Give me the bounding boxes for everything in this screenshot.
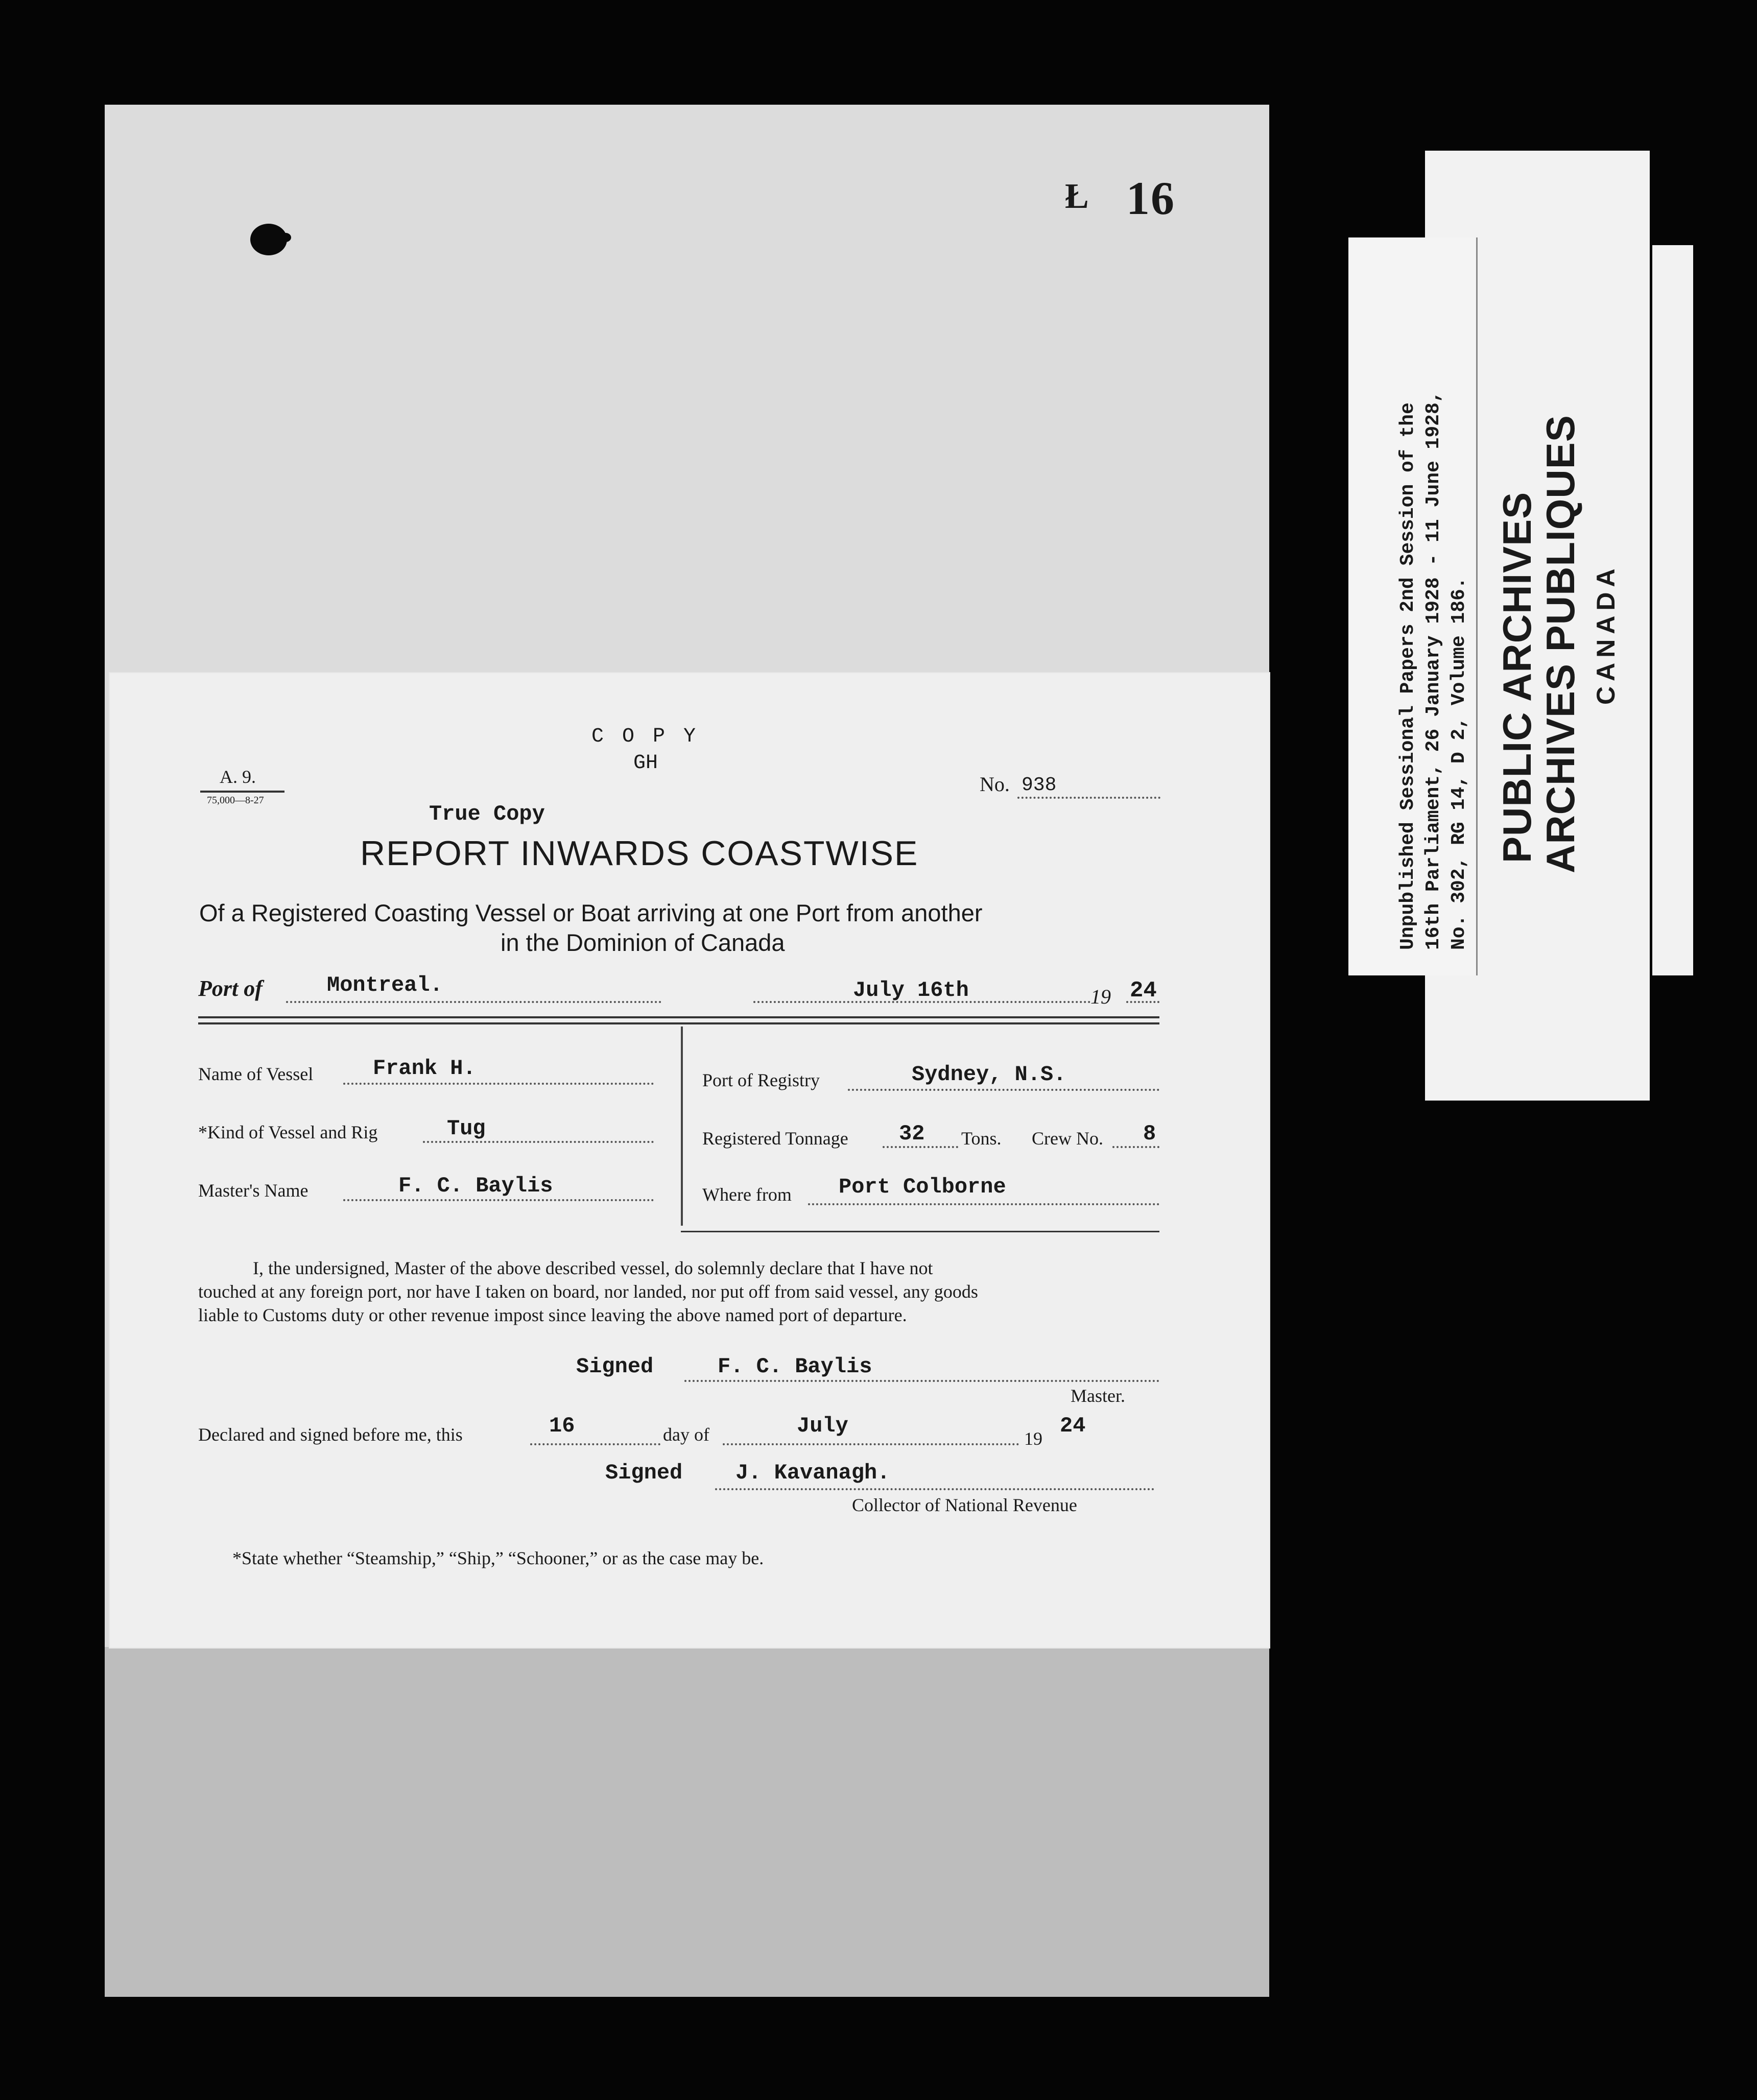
- port-of-line: [286, 1001, 661, 1003]
- kind-value: Tug: [447, 1116, 486, 1141]
- declaration-line-1: I, the undersigned, Master of the above described vessel, do solemnly declare that I have not: [253, 1258, 933, 1278]
- copy-stamp: C O P Y: [591, 725, 699, 748]
- punch-hole-smudge: [280, 233, 291, 242]
- tonnage-value: 32: [899, 1121, 925, 1146]
- form-subtitle-1: Of a Registered Coasting Vessel or Boat arriving at one Port from another: [199, 899, 983, 926]
- port-of-label: Port of: [198, 976, 263, 1001]
- archive-country: CANADA: [1592, 563, 1620, 705]
- header-rule-1: [198, 1016, 1159, 1018]
- master-label: Master's Name: [198, 1180, 308, 1201]
- column-divider: [681, 1027, 683, 1226]
- year-value: 24: [1130, 978, 1157, 1004]
- master-signed-label: Signed: [576, 1354, 654, 1379]
- declaration-line-2: touched at any foreign port, nor have I taken on board, nor landed, nor put off from said vessel, any goods: [198, 1281, 978, 1302]
- true-copy: True Copy: [429, 802, 545, 826]
- master-signature: F. C. Baylis: [718, 1354, 872, 1379]
- collector-signature: J. Kavanagh.: [735, 1461, 890, 1485]
- declared-year-prefix: 19: [1024, 1428, 1042, 1449]
- vessel-name-label: Name of Vessel: [198, 1064, 314, 1084]
- number-label: No.: [980, 773, 1010, 796]
- form-title: REPORT INWARDS COASTWISE: [360, 834, 919, 873]
- tons-label: Tons.: [961, 1128, 1002, 1149]
- declaration-line-3: liable to Customs duty or other revenue impost since leaving the above named port of departure.: [198, 1305, 907, 1325]
- kind-line: [423, 1141, 654, 1143]
- declared-day: 16: [549, 1414, 575, 1438]
- page-number: 16: [1126, 172, 1175, 224]
- vessel-name-value: Frank H.: [373, 1056, 476, 1081]
- initials: GH: [633, 752, 658, 775]
- form-code: A. 9.: [220, 767, 256, 787]
- where-from-line: [808, 1203, 1159, 1205]
- form-code-rule: [200, 791, 284, 793]
- port-of-value: Montreal.: [327, 973, 443, 997]
- year-line: [1126, 1001, 1159, 1003]
- archive-name-french: ARCHIVES PUBLIQUES: [1538, 415, 1583, 873]
- collector-caption: Collector of National Revenue: [852, 1495, 1077, 1515]
- print-code: 75,000—8-27: [207, 795, 264, 806]
- registry-line: [848, 1089, 1159, 1091]
- declared-label: Declared and signed before me, this: [198, 1424, 463, 1445]
- master-value: F. C. Baylis: [398, 1174, 553, 1198]
- crew-value: 8: [1143, 1121, 1156, 1146]
- year-prefix: 19: [1090, 985, 1111, 1008]
- header-rule-2: [198, 1022, 1159, 1024]
- report-form: [110, 673, 1269, 1648]
- where-from-value: Port Colborne: [839, 1175, 1006, 1199]
- kind-label: *Kind of Vessel and Rig: [198, 1122, 378, 1142]
- master-line: [343, 1199, 654, 1201]
- day-of-label: day of: [663, 1424, 709, 1445]
- archive-label-edge: [1652, 245, 1693, 975]
- document-sheet-bottom: [105, 1647, 1269, 1997]
- where-from-label: Where from: [702, 1184, 792, 1205]
- tonnage-label: Registered Tonnage: [702, 1128, 848, 1149]
- number-value: 938: [1022, 774, 1057, 796]
- registry-label: Port of Registry: [702, 1070, 820, 1090]
- fields-bottom-rule: [681, 1231, 1159, 1232]
- archive-description-line-3: No. 302, RG 14, D 2, Volume 186.: [1448, 577, 1470, 950]
- declared-day-line: [530, 1443, 660, 1445]
- number-line: [1017, 797, 1160, 799]
- registry-value: Sydney, N.S.: [912, 1062, 1066, 1087]
- page-mark: Ł: [1065, 177, 1089, 216]
- declared-month-line: [723, 1443, 1019, 1445]
- archive-description-line-2: 16th Parliament, 26 January 1928 - 11 June 1928,: [1422, 391, 1444, 950]
- tonnage-line: [883, 1146, 958, 1148]
- date-value: July 16th: [853, 978, 969, 1003]
- form-subtitle-2: in the Dominion of Canada: [501, 929, 785, 956]
- master-signature-line: [684, 1380, 1159, 1382]
- footnote: *State whether “Steamship,” “Ship,” “Schooner,” or as the case may be.: [232, 1548, 764, 1568]
- collector-signature-line: [715, 1488, 1154, 1490]
- declared-year: 24: [1060, 1414, 1086, 1438]
- archive-name-english: PUBLIC ARCHIVES: [1494, 491, 1539, 863]
- collector-signed-label: Signed: [605, 1461, 683, 1485]
- vessel-name-line: [343, 1083, 654, 1085]
- crew-label: Crew No.: [1032, 1128, 1103, 1149]
- archive-description-line-1: Unpublished Sessional Papers 2nd Session of the: [1397, 402, 1419, 950]
- crew-line: [1112, 1146, 1159, 1148]
- declared-month: July: [797, 1414, 848, 1438]
- master-caption: Master.: [1071, 1386, 1125, 1406]
